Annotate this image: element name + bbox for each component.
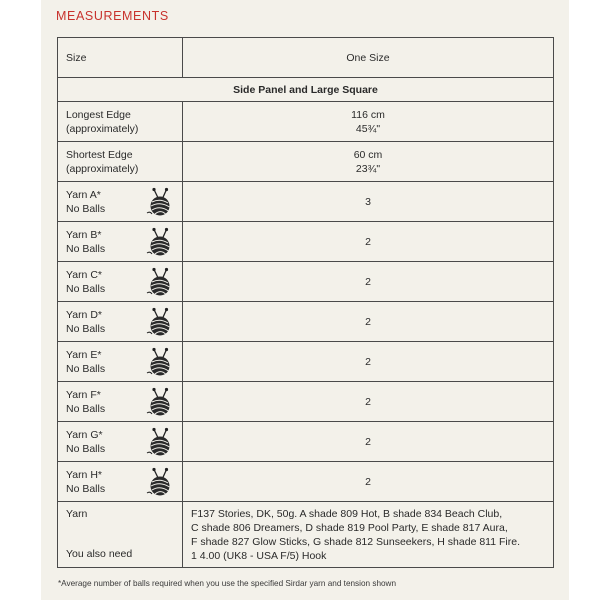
longest-edge-value xyxy=(183,102,554,142)
yarn-ball-count: 2 xyxy=(183,422,554,462)
yarn-ball-needles-icon xyxy=(145,427,175,457)
measurements-table xyxy=(57,37,554,568)
hook-line: 1 4.00 (UK8 - USA F/5) Hook xyxy=(191,549,327,562)
section-title: Side Panel and Large Square xyxy=(58,78,554,102)
yarn-name: Yarn F* xyxy=(66,388,101,401)
yarn-details-line: F shade 827 Glow Sticks, G shade 812 Sunseekers, H shade 811 Fire. xyxy=(191,535,520,548)
yarn-ball-count: 2 xyxy=(183,382,554,422)
yarn-rows xyxy=(58,182,554,502)
no-balls-label: No Balls xyxy=(66,482,106,495)
yarn-ball-needles-icon xyxy=(145,187,175,217)
measurements-card xyxy=(41,0,569,600)
yarn-ball-needles-icon xyxy=(145,467,175,497)
yarn-name: Yarn D* xyxy=(66,308,102,321)
yarn-details-line: C shade 806 Dreamers, D shade 819 Pool Party, E shade 817 Aura, xyxy=(191,521,508,534)
no-balls-label: No Balls xyxy=(66,442,106,455)
yarn-ball-count: 2 xyxy=(183,462,554,502)
longest-edge-label xyxy=(58,102,183,142)
yarn-label-cell xyxy=(58,342,183,382)
no-balls-label: No Balls xyxy=(66,202,106,215)
size-label: Size xyxy=(58,38,183,78)
yarn-details xyxy=(183,502,554,568)
yarn-row xyxy=(58,182,554,222)
yarn-name: Yarn C* xyxy=(66,268,102,281)
shortest-edge-label xyxy=(58,142,183,182)
yarn-label-cell xyxy=(58,262,183,302)
yarn-row xyxy=(58,302,554,342)
yarn-info-label xyxy=(58,502,183,568)
size-value: One Size xyxy=(183,38,554,78)
yarn-ball-count: 2 xyxy=(183,302,554,342)
yarn-row xyxy=(58,222,554,262)
shortest-edge-label-line1: Shortest Edge xyxy=(66,148,133,161)
yarn-ball-needles-icon xyxy=(145,307,175,337)
yarn-label-cell xyxy=(58,382,183,422)
yarn-ball-needles-icon xyxy=(145,227,175,257)
yarn-label-cell xyxy=(58,422,183,462)
size-row xyxy=(58,38,554,78)
shortest-edge-cm: 60 cm xyxy=(353,148,383,161)
longest-edge-cm: 116 cm xyxy=(351,108,385,121)
longest-edge-label-line2: (approximately) xyxy=(66,122,139,135)
yarn-ball-count: 3 xyxy=(183,182,554,222)
yarn-ball-count: 2 xyxy=(183,342,554,382)
shortest-edge-value xyxy=(183,142,554,182)
yarn-ball-count: 2 xyxy=(183,262,554,302)
no-balls-label: No Balls xyxy=(66,282,106,295)
yarn-name: Yarn A* xyxy=(66,188,101,201)
yarn-label-cell xyxy=(58,222,183,262)
yarn-ball-needles-icon xyxy=(145,387,175,417)
yarn-row xyxy=(58,422,554,462)
shortest-edge-in: 23¾" xyxy=(355,162,381,175)
yarn-name: Yarn H* xyxy=(66,468,102,481)
longest-edge-row xyxy=(58,102,554,142)
yarn-row xyxy=(58,262,554,302)
no-balls-label: No Balls xyxy=(66,362,106,375)
yarn-label: Yarn xyxy=(66,508,88,520)
you-also-need-label: You also need xyxy=(66,548,133,560)
no-balls-label: No Balls xyxy=(66,322,106,335)
yarn-name: Yarn E* xyxy=(66,348,102,361)
yarn-ball-needles-icon xyxy=(145,267,175,297)
longest-edge-label-line1: Longest Edge xyxy=(66,108,131,121)
yarn-name: Yarn B* xyxy=(66,228,102,241)
shortest-edge-label-line2: (approximately) xyxy=(66,162,139,175)
yarn-details-line: F137 Stories, DK, 50g. A shade 809 Hot, B shade 834 Beach Club, xyxy=(191,507,503,520)
shortest-edge-row xyxy=(58,142,554,182)
yarn-label-cell xyxy=(58,182,183,222)
no-balls-label: No Balls xyxy=(66,242,106,255)
yarn-ball-needles-icon xyxy=(145,347,175,377)
yarn-ball-count: 2 xyxy=(183,222,554,262)
yarn-name: Yarn G* xyxy=(66,428,103,441)
section-heading: MEASUREMENTS xyxy=(56,9,169,23)
yarn-label-cell xyxy=(58,462,183,502)
yarn-label-cell xyxy=(58,302,183,342)
footnote: *Average number of balls required when you use the specified Sirdar yarn and tension shown xyxy=(58,579,397,588)
no-balls-label: No Balls xyxy=(66,402,106,415)
section-title-row xyxy=(58,78,554,102)
yarn-row xyxy=(58,342,554,382)
longest-edge-in: 45¾" xyxy=(355,122,381,135)
yarn-row xyxy=(58,382,554,422)
yarn-row xyxy=(58,462,554,502)
yarn-info-row xyxy=(58,502,554,568)
